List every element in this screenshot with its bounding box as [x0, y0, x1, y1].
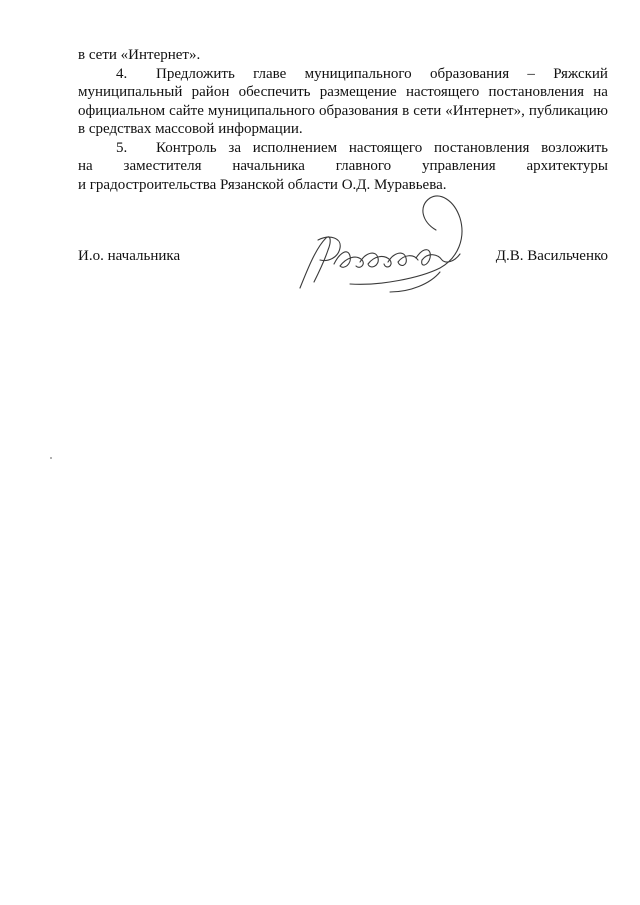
word: «Интернет»,: [445, 102, 525, 119]
signatory-title: И.о. начальника: [78, 248, 181, 264]
word: начальника: [232, 158, 305, 174]
word: возложить: [541, 139, 608, 156]
word: постановления: [433, 139, 530, 156]
word: –: [527, 65, 535, 82]
word: в: [402, 102, 410, 119]
word: образования: [318, 102, 399, 119]
item-5-line-3: и градостроительства Рязанской области О.Д. Муравьева.: [78, 176, 447, 193]
word: официальном: [78, 102, 166, 119]
signatory-name: Д.В. Васильченко: [495, 248, 608, 264]
word: обеспечить: [238, 84, 311, 100]
word: район: [191, 84, 230, 100]
word: Ряжский: [553, 65, 608, 82]
item-5-line-1: [78, 139, 608, 158]
word: сети: [413, 102, 442, 119]
word: муниципального: [304, 65, 412, 82]
word: управления: [421, 158, 496, 174]
item-4-line-3: [78, 102, 608, 121]
word: заместителя: [123, 158, 202, 174]
word: главного: [335, 158, 392, 174]
item-4-line-1: [78, 65, 608, 84]
word: муниципальный: [78, 84, 183, 100]
word: размещение: [319, 84, 397, 100]
word: постановления: [488, 84, 584, 100]
word: муниципального: [207, 102, 315, 119]
item-5-line-2: [78, 157, 608, 176]
word: образования: [429, 65, 510, 82]
word: на: [593, 84, 608, 100]
word: исполнением: [252, 139, 338, 156]
word: главе: [253, 65, 287, 82]
text-line: в сети «Интернет».: [78, 47, 201, 63]
word: за: [228, 139, 241, 156]
word: настоящего: [405, 84, 480, 100]
word: архитектуры: [526, 158, 608, 174]
word: настоящего: [348, 139, 423, 156]
handwritten-signature: [290, 188, 475, 308]
item-4-line-2: [78, 83, 608, 102]
word: сайте: [169, 102, 204, 119]
scan-artifact: [50, 457, 52, 459]
item-number: 4. Предложить: [116, 65, 235, 82]
word: на: [78, 158, 93, 174]
document-body: [78, 46, 608, 194]
item-number: 5. Контроль: [116, 139, 217, 156]
word: публикацию: [528, 102, 608, 119]
item-4-line-4: в средствах массовой информации.: [78, 121, 303, 137]
